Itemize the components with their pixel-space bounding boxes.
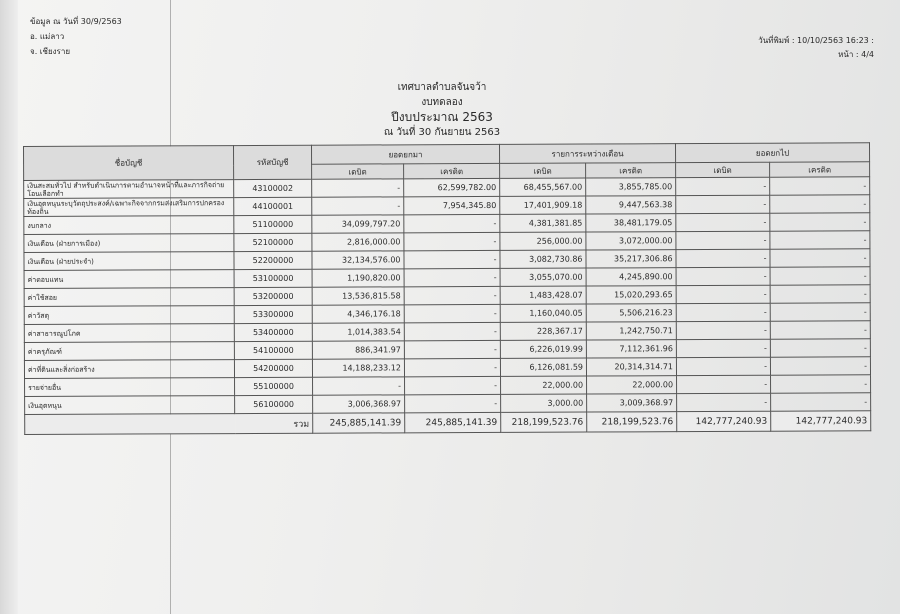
cf-debit-cell: - <box>676 249 770 267</box>
report-meta-left <box>30 14 122 59</box>
m-debit-cell: 1,483,428.07 <box>500 286 586 304</box>
m-debit-cell: 22,000.00 <box>501 376 587 394</box>
bf-credit-cell: - <box>404 286 500 304</box>
m-debit-cell: 256,000.00 <box>500 232 586 250</box>
header-brought-forward: ยอดยกมา <box>311 144 499 164</box>
account-name-cell: เงินเดือน (ฝ่ายการเมือง) <box>24 234 234 253</box>
header-account-name: ชื่อบัญชี <box>24 146 234 181</box>
bf-debit-cell: 1,014,383.54 <box>312 323 404 341</box>
account-name-cell: รายจ่ายอื่น <box>25 378 235 397</box>
m-credit-cell: 35,217,306.86 <box>586 250 676 268</box>
data-as-of-text: ข้อมูล ณ วันที่ 30/9/2563 <box>30 17 122 26</box>
bf-debit-cell: 2,816,000.00 <box>312 233 404 251</box>
bf-credit-cell: - <box>404 214 500 232</box>
header-account-code: รหัสบัญชี <box>234 145 312 179</box>
account-code-cell: 52200000 <box>234 251 312 269</box>
report-name: งบทดลอง <box>421 97 463 108</box>
cf-credit-cell: - <box>770 195 870 213</box>
total-m-credit: 218,199,523.76 <box>587 412 677 432</box>
cf-debit-cell: - <box>677 375 771 393</box>
account-name-cell: งบกลาง <box>24 216 234 235</box>
bf-credit-cell: 7,954,345.80 <box>404 196 500 214</box>
bf-credit-cell: - <box>404 322 500 340</box>
cf-debit-cell: - <box>676 285 770 303</box>
cf-credit-cell: - <box>770 267 870 285</box>
cf-debit-cell: - <box>676 177 770 195</box>
bf-debit-cell: - <box>313 377 405 395</box>
cf-credit-cell: - <box>770 339 870 357</box>
m-credit-cell: 5,506,216.23 <box>586 304 676 322</box>
account-code-cell: 44100001 <box>234 197 312 215</box>
bf-debit-cell: 1,190,820.00 <box>312 269 404 287</box>
account-name-cell: ค่าที่ดินและสิ่งก่อสร้าง <box>24 360 234 379</box>
header-m-credit: เครดิต <box>586 163 676 178</box>
province-text: จ. เชียงราย <box>30 47 71 56</box>
bf-credit-cell: - <box>404 268 500 286</box>
page-number-text: หน้า : 4/4 <box>838 50 874 59</box>
bf-credit-cell: - <box>404 232 500 250</box>
header-bf-debit: เดบิต <box>312 164 404 179</box>
cf-debit-cell: - <box>676 267 770 285</box>
bf-debit-cell: 34,099,797.20 <box>312 215 404 233</box>
m-debit-cell: 17,401,909.18 <box>500 196 586 214</box>
account-code-cell: 51100000 <box>234 215 312 233</box>
cf-debit-cell: - <box>676 321 770 339</box>
bf-debit-cell: - <box>312 179 404 197</box>
m-credit-cell: 7,112,361.96 <box>586 340 676 358</box>
cf-credit-cell: - <box>770 285 870 303</box>
m-credit-cell: 9,447,563.38 <box>586 196 676 214</box>
header-bf-credit: เครดิต <box>404 163 500 178</box>
account-code-cell: 53400000 <box>234 323 312 341</box>
cf-debit-cell: - <box>676 231 770 249</box>
cf-credit-cell: - <box>770 213 870 231</box>
header-carried-forward: ยอดยกไป <box>676 143 870 163</box>
bf-debit-cell: 886,341.97 <box>312 341 404 359</box>
bf-debit-cell: 13,536,815.58 <box>312 287 404 305</box>
bf-debit-cell: 14,188,233.12 <box>312 359 404 377</box>
account-code-cell: 53200000 <box>234 287 312 305</box>
bf-credit-cell: - <box>405 376 501 394</box>
page-edge-shadow <box>0 0 18 614</box>
print-date-text: วันที่พิมพ์ : 10/10/2563 16:23 : <box>758 36 874 45</box>
account-name-cell: ค่าวัสดุ <box>24 306 234 325</box>
m-debit-cell: 3,082,730.86 <box>500 250 586 268</box>
m-credit-cell: 1,242,750.71 <box>586 322 676 340</box>
cf-debit-cell: - <box>677 393 771 411</box>
m-debit-cell: 68,455,567.00 <box>500 178 586 196</box>
m-debit-cell: 3,000.00 <box>501 394 587 412</box>
cf-debit-cell: - <box>676 303 770 321</box>
m-credit-cell: 15,020,293.65 <box>586 286 676 304</box>
cf-credit-cell: - <box>770 231 870 249</box>
bf-debit-cell: 32,134,576.00 <box>312 251 404 269</box>
report-as-of-date: ณ วันที่ 30 กันยายน 2563 <box>383 127 501 138</box>
cf-debit-cell: - <box>676 339 770 357</box>
account-name-cell: เงินอุดหนุน <box>25 396 235 415</box>
cf-credit-cell: - <box>770 177 870 195</box>
account-code-cell: 52100000 <box>234 233 312 251</box>
account-code-cell: 54200000 <box>234 359 312 377</box>
account-name-cell: ค่าสาธารณูปโภค <box>24 324 234 343</box>
total-label: รวม <box>235 413 313 433</box>
m-debit-cell: 4,381,381.85 <box>500 214 586 232</box>
total-bf-debit: 245,885,141.39 <box>313 413 405 433</box>
report-title-block <box>362 80 522 140</box>
table-total-row <box>25 411 871 435</box>
m-credit-cell: 20,314,314.71 <box>586 358 676 376</box>
m-debit-cell: 6,226,019.99 <box>500 340 586 358</box>
bf-debit-cell: - <box>312 197 404 215</box>
m-credit-cell: 3,009,368.97 <box>587 394 677 412</box>
m-credit-cell: 38,481,179.05 <box>586 214 676 232</box>
fiscal-year: ปีงบประมาณ 2563 <box>391 110 493 124</box>
cf-credit-cell: - <box>770 249 870 267</box>
total-cf-debit: 142,777,240.93 <box>677 411 771 431</box>
bf-credit-cell: - <box>405 394 501 412</box>
cf-credit-cell: - <box>771 393 871 411</box>
total-m-debit: 218,199,523.76 <box>501 412 587 432</box>
account-code-cell: 55100000 <box>235 377 313 395</box>
m-credit-cell: 3,855,785.00 <box>586 178 676 196</box>
header-cf-credit: เครดิต <box>770 162 870 177</box>
account-code-cell: 43100002 <box>234 179 312 197</box>
cf-credit-cell: - <box>770 357 870 375</box>
bf-credit-cell: - <box>404 340 500 358</box>
account-name-cell: เงินเดือน (ฝ่ายประจำ) <box>24 252 234 271</box>
m-debit-cell: 6,126,081.59 <box>500 358 586 376</box>
cf-debit-cell: - <box>676 357 770 375</box>
trial-balance-table <box>23 142 871 435</box>
m-debit-cell: 3,055,070.00 <box>500 268 586 286</box>
account-name-cell: เงินสะสมทั่วไป สำหรับดำเนินการตามอำนาจหน้าที่และภารกิจถ่ายโอนเลือกทำ <box>24 180 234 199</box>
account-name-cell: ค่าตอบแทน <box>24 270 234 289</box>
header-cf-debit: เดบิต <box>676 162 770 177</box>
header-during-month: รายการระหว่างเดือน <box>500 144 676 164</box>
bf-debit-cell: 3,006,368.97 <box>313 395 405 413</box>
m-credit-cell: 3,072,000.00 <box>586 232 676 250</box>
cf-debit-cell: - <box>676 195 770 213</box>
account-code-cell: 53300000 <box>234 305 312 323</box>
m-credit-cell: 4,245,890.00 <box>586 268 676 286</box>
report-meta-right <box>758 34 874 62</box>
account-code-cell: 56100000 <box>235 395 313 413</box>
cf-debit-cell: - <box>676 213 770 231</box>
cf-credit-cell: - <box>770 303 870 321</box>
district-text: อ. แม่ลาว <box>30 32 65 41</box>
account-code-cell: 53100000 <box>234 269 312 287</box>
total-cf-credit: 142,777,240.93 <box>771 411 871 431</box>
total-spacer-cell <box>25 414 235 435</box>
header-m-debit: เดบิต <box>500 163 586 178</box>
bf-credit-cell: 62,599,782.00 <box>404 178 500 196</box>
bf-credit-cell: - <box>404 304 500 322</box>
total-bf-credit: 245,885,141.39 <box>405 412 501 432</box>
organization-name: เทศบาลตำบลจันจว้า <box>397 82 487 93</box>
cf-credit-cell: - <box>771 375 871 393</box>
bf-credit-cell: - <box>404 250 500 268</box>
bf-debit-cell: 4,346,176.18 <box>312 305 404 323</box>
bf-credit-cell: - <box>404 358 500 376</box>
m-debit-cell: 228,367.17 <box>500 322 586 340</box>
account-name-cell: ค่าใช้สอย <box>24 288 234 307</box>
m-debit-cell: 1,160,040.05 <box>500 304 586 322</box>
m-credit-cell: 22,000.00 <box>587 376 677 394</box>
cf-credit-cell: - <box>770 321 870 339</box>
account-name-cell: ค่าครุภัณฑ์ <box>24 342 234 361</box>
account-name-cell: เงินอุดหนุนระบุวัตถุประสงค์/เฉพาะกิจจากกรมส่งเสริมการปกครองท้องถิ่น <box>24 198 234 217</box>
account-code-cell: 54100000 <box>234 341 312 359</box>
